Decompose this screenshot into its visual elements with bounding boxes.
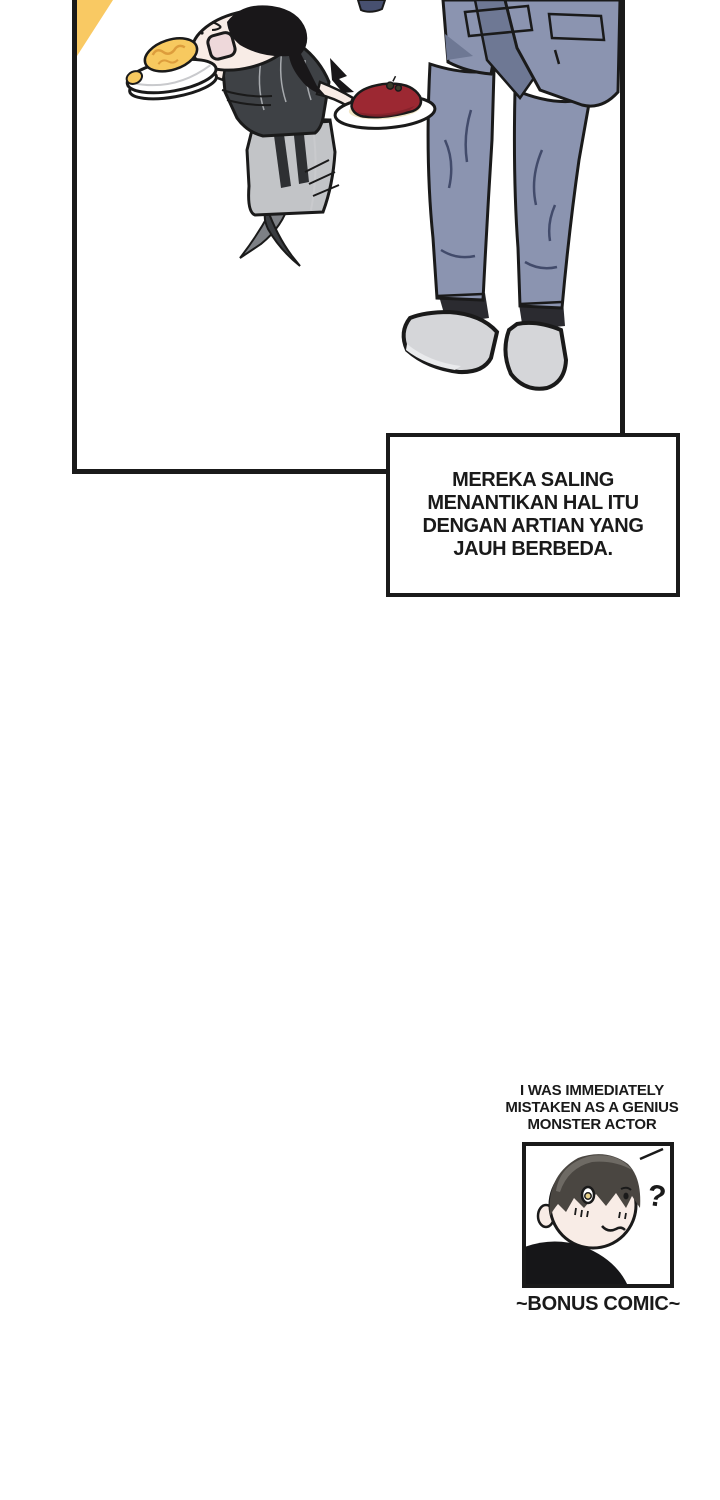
narration-line: MEREKA SALING <box>452 469 614 491</box>
bonus-title-line: MISTAKEN AS A GENIUS <box>505 1099 679 1116</box>
spotlight-triangle <box>77 0 113 56</box>
bonus-title-line: I WAS IMMEDIATELY <box>519 1082 665 1099</box>
main-panel-artwork <box>77 0 620 469</box>
narration-line: JAUH BERBEDA. <box>453 538 613 560</box>
narration-box <box>386 433 680 597</box>
question-mark-text: ? <box>645 1178 669 1215</box>
suit-man-character <box>358 0 620 389</box>
main-comic-panel <box>72 0 625 474</box>
bonus-comic-title <box>472 1082 712 1133</box>
bonus-panel-artwork <box>526 1146 670 1284</box>
bonus-title-line: MONSTER ACTOR <box>527 1116 657 1133</box>
narration-line: MENANTIKAN HAL ITU <box>427 492 639 514</box>
bonus-comic-label: ~BONUS COMIC~ <box>516 1293 680 1315</box>
waiter-character <box>167 0 354 266</box>
bonus-character <box>526 1149 668 1284</box>
pasta-plate <box>333 74 436 132</box>
bonus-comic-panel <box>522 1142 674 1288</box>
narration-line: DENGAN ARTIAN YANG <box>422 515 644 537</box>
